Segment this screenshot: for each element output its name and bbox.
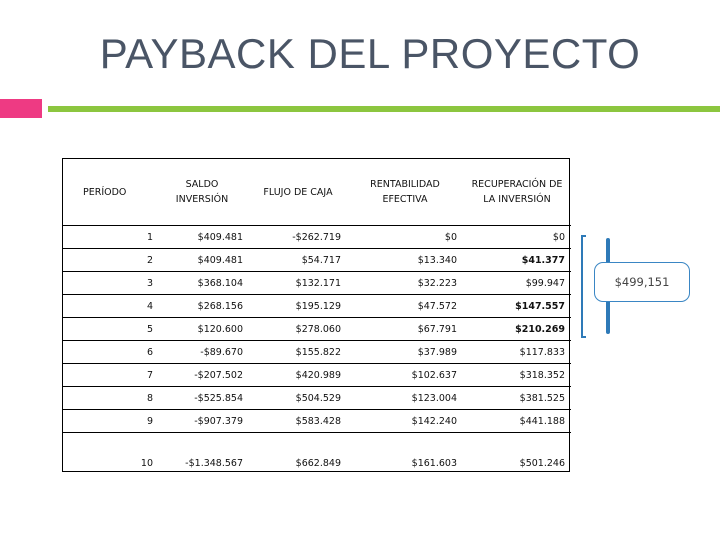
cell-periodo: 7	[63, 364, 155, 387]
payback-table	[62, 158, 570, 472]
cell-saldo-inversion: -$89.670	[155, 341, 249, 364]
table-row	[63, 387, 571, 410]
cell-recuperacion: $501.246	[463, 433, 571, 473]
table-row	[63, 295, 571, 318]
cell-saldo-inversion: $120.600	[155, 318, 249, 341]
cell-rentabilidad-efectiva: $142.240	[347, 410, 463, 433]
cell-recuperacion: $99.947	[463, 272, 571, 295]
cell-saldo-inversion: $268.156	[155, 295, 249, 318]
cell-recuperacion: $0	[463, 226, 571, 249]
cell-periodo: 10	[63, 433, 155, 473]
cell-flujo-de-caja: $278.060	[249, 318, 347, 341]
cell-rentabilidad-efectiva: $37.989	[347, 341, 463, 364]
cell-flujo-de-caja: $132.171	[249, 272, 347, 295]
table-row	[63, 249, 571, 272]
cell-periodo: 2	[63, 249, 155, 272]
cell-saldo-inversion: -$1.348.567	[155, 433, 249, 473]
cell-rentabilidad-efectiva: $67.791	[347, 318, 463, 341]
cell-flujo-de-caja: $54.717	[249, 249, 347, 272]
cell-rentabilidad-efectiva: $32.223	[347, 272, 463, 295]
cell-recuperacion: $210.269	[463, 318, 571, 341]
cell-rentabilidad-efectiva: $123.004	[347, 387, 463, 410]
cell-flujo-de-caja: -$262.719	[249, 226, 347, 249]
cell-periodo: 4	[63, 295, 155, 318]
cell-flujo-de-caja: $195.129	[249, 295, 347, 318]
table-row	[63, 341, 571, 364]
pink-accent-bar	[0, 99, 42, 118]
cell-flujo-de-caja: $155.822	[249, 341, 347, 364]
green-accent-bar	[48, 106, 720, 112]
cell-periodo: 3	[63, 272, 155, 295]
header-rentabilidad-efectiva: RENTABILIDAD EFECTIVA	[370, 179, 440, 205]
cell-flujo-de-caja: $504.529	[249, 387, 347, 410]
cell-saldo-inversion: -$907.379	[155, 410, 249, 433]
cell-periodo: 9	[63, 410, 155, 433]
cell-recuperacion: $117.833	[463, 341, 571, 364]
cell-rentabilidad-efectiva: $161.603	[347, 433, 463, 473]
table-row	[63, 272, 571, 295]
cell-saldo-inversion: $409.481	[155, 226, 249, 249]
cell-rentabilidad-efectiva: $102.637	[347, 364, 463, 387]
cell-flujo-de-caja: $420.989	[249, 364, 347, 387]
header-flujo-de-caja: FLUJO DE CAJA	[263, 186, 333, 198]
header-periodo: PERÍODO	[83, 186, 127, 198]
cell-periodo: 1	[63, 226, 155, 249]
page-title: PAYBACK DEL PROYECTO	[99, 30, 641, 77]
table-row	[63, 410, 571, 433]
table-row	[63, 226, 571, 249]
table-header-row	[63, 159, 571, 226]
cell-recuperacion: $147.557	[463, 295, 571, 318]
header-recuperacion: RECUPERACIÓN DE LA INVERSIÓN	[471, 179, 563, 205]
cell-saldo-inversion: $368.104	[155, 272, 249, 295]
cell-periodo: 8	[63, 387, 155, 410]
cell-saldo-inversion: -$525.854	[155, 387, 249, 410]
cell-recuperacion: $41.377	[463, 249, 571, 272]
cell-flujo-de-caja: $583.428	[249, 410, 347, 433]
cell-recuperacion: $381.525	[463, 387, 571, 410]
cell-saldo-inversion: -$207.502	[155, 364, 249, 387]
cell-saldo-inversion: $409.481	[155, 249, 249, 272]
header-saldo-inversion: SALDO INVERSIÓN	[175, 179, 229, 205]
table-row	[63, 318, 571, 341]
cell-recuperacion: $318.352	[463, 364, 571, 387]
cell-periodo: 6	[63, 341, 155, 364]
cell-periodo: 5	[63, 318, 155, 341]
table-row	[63, 433, 571, 473]
cell-rentabilidad-efectiva: $13.340	[347, 249, 463, 272]
cell-rentabilidad-efectiva: $0	[347, 226, 463, 249]
highlight-bracket	[581, 235, 586, 338]
table-row	[63, 364, 571, 387]
payback-total-callout: $499,151	[594, 262, 690, 302]
cell-recuperacion: $441.188	[463, 410, 571, 433]
cell-flujo-de-caja: $662.849	[249, 433, 347, 473]
cell-rentabilidad-efectiva: $47.572	[347, 295, 463, 318]
